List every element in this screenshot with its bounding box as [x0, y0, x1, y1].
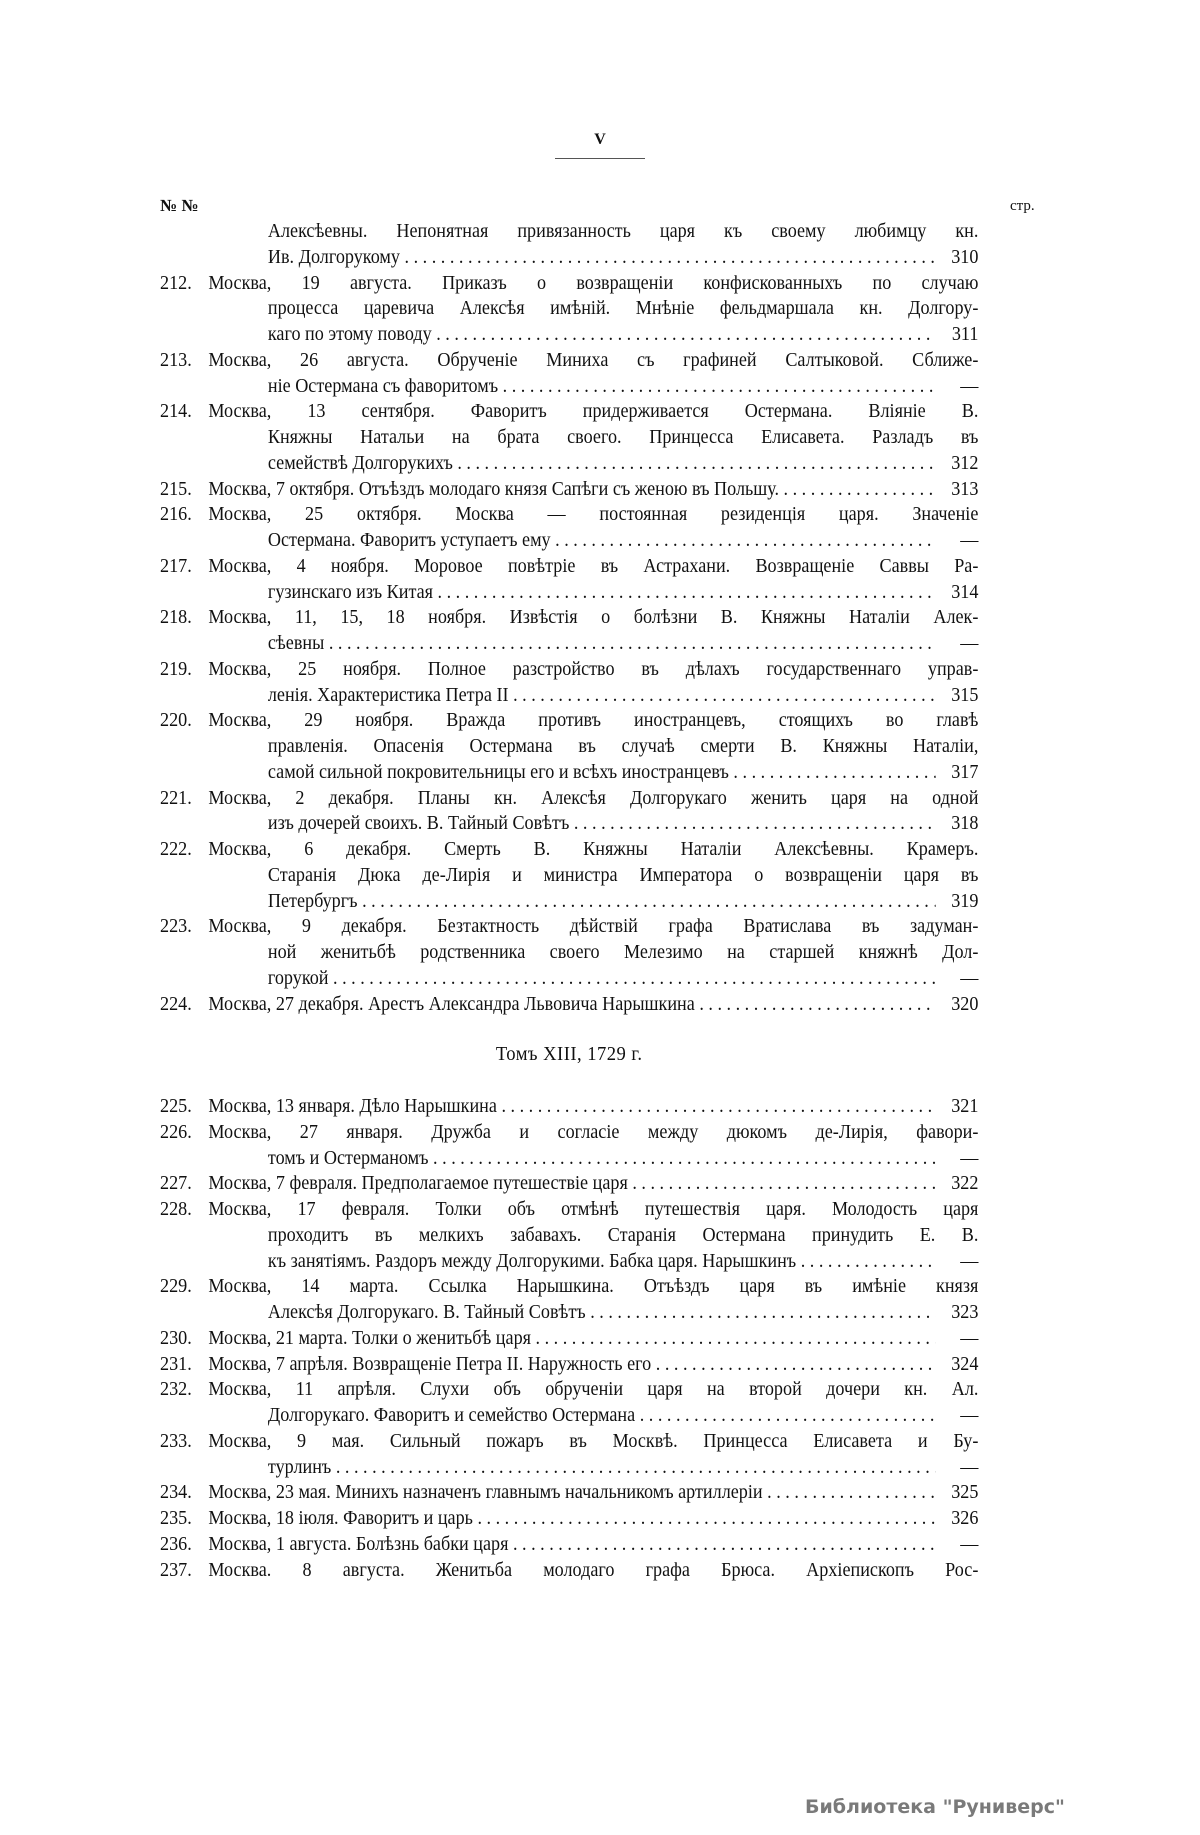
entry-number: 221.	[160, 787, 192, 809]
entry-number: 236.	[160, 1533, 192, 1555]
entry-number	[160, 1455, 208, 1481]
toc-entry-line	[160, 940, 978, 966]
toc-entry-line	[160, 580, 978, 606]
toc-entry	[160, 1506, 978, 1532]
indent	[208, 734, 268, 760]
page-number: —	[960, 633, 979, 654]
toc-entry	[160, 992, 978, 1018]
entry-number: 228.	[160, 1199, 192, 1220]
toc-entry-line	[160, 245, 978, 271]
entry-text: ной женитьбѣ родственника своего Мелезимо на старшей княжнѣ Дол-	[267, 942, 979, 963]
entry-number: 230.	[160, 1327, 192, 1349]
page-number: 326	[951, 1508, 979, 1529]
entry-text: Москва, 2 декабря. Планы кн. Алексѣя Долгорукаго женить царя на одной	[208, 787, 979, 809]
entry-number: 235.	[160, 1508, 192, 1529]
indent	[208, 1300, 268, 1326]
entry-number: 215.	[160, 478, 192, 500]
toc-entry	[160, 1429, 978, 1481]
entry-text: горукой . . .	[268, 966, 936, 992]
page-number: —	[960, 1327, 979, 1349]
entry-text: Москва, 7 апрѣля. Возвращеніе Петра II. Наружность его . . .	[208, 1352, 935, 1378]
toc-entry-line	[160, 399, 978, 425]
entry-number	[160, 219, 208, 245]
indent	[208, 940, 268, 966]
entry-number	[160, 374, 208, 400]
indent	[208, 374, 268, 400]
indent	[208, 863, 268, 889]
toc-entry-line	[160, 631, 978, 657]
entry-number	[160, 889, 208, 915]
column-page-label: стр.	[1010, 198, 1035, 214]
entry-number: 225.	[160, 1096, 192, 1117]
page-number: —	[960, 1147, 979, 1169]
entry-number: 219.	[160, 658, 192, 680]
entry-text: семействѣ Долгорукихъ . . .	[268, 451, 936, 477]
toc-entry	[160, 1197, 978, 1274]
entry-text: Москва, 19 августа. Приказъ о возвращеніи конфискованныхъ по случаю	[208, 272, 979, 294]
entry-number: 227.	[160, 1173, 192, 1195]
entry-text: правленія. Опасенія Остермана въ случаѣ смерти В. Княжны Наталіи,	[267, 736, 979, 757]
toc-entry-line	[160, 734, 978, 760]
entry-number	[160, 580, 208, 606]
page-number: —	[960, 1533, 979, 1555]
toc-entry-line	[160, 1377, 978, 1403]
indent	[208, 683, 268, 709]
toc-entry-line	[160, 477, 978, 503]
toc-entry-line	[160, 271, 978, 297]
toc-entry-line	[160, 683, 978, 709]
entry-text: Долгорукаго. Фаворитъ и семейство Остермана . . .	[268, 1403, 936, 1429]
toc-entry-line	[160, 914, 978, 940]
entry-number: 223.	[160, 916, 192, 938]
entry-text: къ занятіямъ. Раздоръ между Долгорукими. Бабка царя. Нарышкинъ . . .	[268, 1249, 936, 1275]
entry-text: Москва, 9 декабря. Безтактность дѣйствій графа Вратислава въ задуман-	[208, 916, 979, 938]
toc-entry-line	[160, 1300, 978, 1326]
toc-entry-line	[160, 296, 978, 322]
entry-number	[160, 734, 208, 760]
indent	[208, 1146, 268, 1172]
toc-entry	[160, 837, 978, 914]
entry-text: Москва, 25 ноября. Полное разстройство въ дѣлахъ государственнаго управ-	[208, 658, 979, 680]
toc-entry	[160, 1094, 978, 1120]
toc-entry-line	[160, 1429, 978, 1455]
page-number: 325	[951, 1482, 979, 1504]
page-number: 314	[951, 581, 979, 603]
entry-number: 224.	[160, 993, 192, 1015]
toc-entry-line	[160, 1326, 978, 1352]
entry-text: Москва, 27 декабря. Арестъ Александра Львовича Нарышкина . . .	[208, 992, 935, 1018]
toc-entry-line	[160, 219, 978, 245]
toc-entry-line	[160, 1197, 978, 1223]
entry-number	[160, 940, 208, 966]
entry-number: 214.	[160, 401, 192, 423]
entry-number: 229.	[160, 1276, 192, 1298]
indent	[208, 760, 268, 786]
entry-number: 232.	[160, 1379, 192, 1401]
entry-text: томъ и Остерманомъ . . .	[268, 1146, 936, 1172]
page-number: —	[960, 967, 979, 989]
entry-text: Москва, 14 марта. Ссылка Нарышкина. Отъѣздъ царя въ имѣніе князя	[208, 1276, 979, 1298]
toc-entry-line	[160, 657, 978, 683]
toc-entry-line	[160, 889, 978, 915]
toc-entry-line	[160, 1403, 978, 1429]
entry-number	[160, 296, 208, 322]
indent	[208, 528, 268, 554]
entry-text: ленія. Характеристика Петра II . . .	[268, 683, 936, 709]
volume-heading: Томъ XIII, 1729 г.	[495, 1043, 643, 1066]
page-number: 320	[951, 993, 979, 1015]
entry-number	[160, 863, 208, 889]
toc-entry	[160, 605, 978, 657]
entry-number: 218.	[160, 607, 192, 629]
toc-entry	[160, 1480, 978, 1506]
page-number: 311	[951, 324, 979, 345]
toc-entry-line	[160, 1171, 978, 1197]
toc-entry	[160, 399, 978, 476]
entry-number	[160, 1223, 208, 1249]
toc-entry-line	[160, 992, 978, 1018]
toc-entry-line	[160, 966, 978, 992]
entry-text: Старанія Дюка де-Лирія и министра Императора о возвращеніи царя въ	[267, 864, 979, 886]
entry-number	[160, 1403, 208, 1429]
column-number-label: № №	[160, 196, 199, 215]
entry-text: Москва, 18 іюля. Фаворитъ и царь . . .	[208, 1506, 935, 1532]
indent	[208, 580, 268, 606]
page-number: 323	[951, 1302, 979, 1323]
entry-number: 231.	[160, 1353, 192, 1375]
toc-entry	[160, 1377, 978, 1429]
toc-entry-line	[160, 1120, 978, 1146]
toc-entry	[160, 219, 978, 271]
page-number: 319	[951, 890, 979, 912]
entry-text: Княжны Натальи на брата своего. Принцесса Елисавета. Разладъ въ	[267, 427, 979, 448]
page-number: 324	[951, 1353, 979, 1375]
toc-entry	[160, 1532, 978, 1558]
entry-number	[160, 1300, 208, 1326]
entry-text: Москва, 13 января. Дѣло Нарышкина . . .	[208, 1094, 935, 1120]
page-number: 312	[951, 452, 979, 474]
entry-text: Москва, 7 февраля. Предполагаемое путешествіе царя . . .	[208, 1171, 935, 1197]
entry-text: Москва, 11 апрѣля. Слухи объ обрученіи царя на второй дочери кн. Ал.	[208, 1379, 979, 1401]
page-number: —	[960, 1250, 979, 1272]
indent	[208, 322, 268, 348]
entry-number: 212.	[160, 272, 192, 294]
entry-number	[160, 245, 208, 271]
toc-entry-line	[160, 1094, 978, 1120]
indent	[208, 245, 268, 271]
entry-text: ніе Остермана съ фаворитомъ . . .	[268, 374, 936, 400]
toc-entry-line	[160, 605, 978, 631]
entry-number	[160, 451, 208, 477]
toc-entry-line	[160, 322, 978, 348]
toc-entry-line	[160, 708, 978, 734]
entry-text: самой сильной покровительницы его и всѣхъ иностранцевъ . . .	[268, 760, 936, 786]
toc-entry	[160, 1171, 978, 1197]
page-folio: V	[594, 131, 606, 148]
indent	[208, 631, 268, 657]
entry-text: Москва, 13 сентября. Фаворитъ придерживается Остермана. Вліяніе В.	[208, 401, 979, 423]
entry-number	[160, 425, 208, 451]
toc-entry	[160, 708, 978, 785]
toc-entry-line	[160, 425, 978, 451]
entry-text: Москва, 11, 15, 18 ноября. Извѣстія о болѣзни В. Княжны Наталіи Алек-	[208, 607, 979, 629]
indent	[208, 1403, 268, 1429]
entry-text: Москва, 23 мая. Минихъ назначенъ главнымъ начальникомъ артиллеріи . . .	[208, 1480, 935, 1506]
entry-number	[160, 966, 208, 992]
toc-entry	[160, 348, 978, 400]
page-number: 315	[951, 684, 979, 706]
toc-entry-line	[160, 1455, 978, 1481]
entry-number: 220.	[160, 710, 192, 732]
entry-text: Москва, 27 января. Дружба и согласіе между дюкомъ де-Лирія, фавори-	[208, 1121, 979, 1143]
page-number: 310	[951, 246, 979, 268]
toc-entry-line	[160, 1146, 978, 1172]
entry-text: Москва, 7 октября. Отъѣздъ молодаго князя Сапѣги съ женою въ Польшу. . . .	[208, 477, 935, 503]
page-number: —	[960, 1405, 979, 1426]
library-watermark: Библиотека "Руниверс"	[805, 1796, 1065, 1818]
toc-entry	[160, 1352, 978, 1378]
indent	[208, 966, 268, 992]
toc-entry-line	[160, 502, 978, 528]
entry-number	[160, 1146, 208, 1172]
entry-text: Москва, 6 декабря. Смерть В. Княжны Наталіи Алексѣевны. Крамеръ.	[208, 839, 979, 860]
toc-entry	[160, 1558, 978, 1584]
entry-text: Москва, 1 августа. Болѣзнь бабки царя . . .	[208, 1532, 935, 1558]
indent	[208, 889, 268, 915]
indent	[208, 1223, 268, 1249]
toc-entry-line	[160, 348, 978, 374]
entry-text: сѣевны . . .	[268, 631, 936, 657]
page-number: —	[960, 1456, 979, 1478]
toc-entry-line	[160, 811, 978, 837]
page-number: 321	[951, 1096, 979, 1117]
entry-text: Москва, 29 ноября. Вражда противъ иностранцевъ, стоящихъ во главѣ	[208, 710, 979, 732]
entry-text: гузинскаго изъ Китая . . .	[268, 580, 936, 606]
toc-entry-line	[160, 374, 978, 400]
entry-text: изъ дочерей своихъ. В. Тайный Совѣтъ . . .	[268, 811, 936, 837]
toc-entry-line	[160, 451, 978, 477]
indent	[208, 451, 268, 477]
toc-entry	[160, 786, 978, 838]
toc-entry	[160, 502, 978, 554]
entry-text: Москва, 17 февраля. Толки объ отмѣнѣ путешествія царя. Молодость царя	[208, 1199, 979, 1220]
toc-entry-line	[160, 1249, 978, 1275]
page-number: 313	[951, 478, 979, 500]
toc-entry-line	[160, 1506, 978, 1532]
entry-text: Москва, 25 октября. Москва — постоянная резиденція царя. Значеніе	[208, 504, 979, 526]
entry-text: Ив. Долгорукому . . .	[268, 245, 936, 271]
entry-number	[160, 811, 208, 837]
toc-entry	[160, 914, 978, 991]
entry-text: процесса царевича Алексѣя имѣній. Мнѣніе фельдмаршала кн. Долгору-	[267, 298, 979, 320]
entry-number: 234.	[160, 1482, 192, 1504]
entry-number: 217.	[160, 555, 192, 577]
entry-text: Москва. 8 августа. Женитьба молодаго графа Брюса. Архіепископъ Рос-	[208, 1559, 979, 1581]
toc-entry	[160, 1120, 978, 1172]
page-number: 318	[951, 813, 979, 835]
toc-entry-line	[160, 1532, 978, 1558]
entry-text: Петербургъ . . .	[268, 889, 936, 915]
entry-text: проходитъ въ мелкихъ забавахъ. Старанія Остермана принудить Е. В.	[267, 1224, 979, 1246]
entry-text: турлинъ . . .	[268, 1455, 936, 1481]
toc-entry-line	[160, 786, 978, 812]
entry-text: Москва, 26 августа. Обрученіе Миниха съ графиней Салтыковой. Сближе-	[208, 349, 979, 371]
table-of-contents	[160, 219, 978, 1583]
folio-rule	[555, 158, 645, 159]
page-number: 317	[951, 761, 979, 783]
entry-text: Алексѣевны. Непонятная привязанность царя къ своему любимцу кн.	[267, 221, 979, 242]
indent	[208, 811, 268, 837]
entry-number: 237.	[160, 1559, 192, 1581]
indent	[208, 1455, 268, 1481]
toc-entry-line	[160, 528, 978, 554]
toc-entry	[160, 1326, 978, 1352]
toc-entry-line	[160, 837, 978, 863]
indent	[208, 425, 268, 451]
page-number: 322	[951, 1173, 979, 1195]
entry-text: Москва, 4 ноября. Моровое повѣтріе въ Астрахани. Возвращеніе Саввы Ра-	[208, 555, 979, 577]
toc-entry-line	[160, 1223, 978, 1249]
entry-number	[160, 1249, 208, 1275]
toc-entry	[160, 554, 978, 606]
toc-entry-line	[160, 554, 978, 580]
entry-number: 226.	[160, 1121, 192, 1143]
entry-text: Алексѣя Долгорукаго. В. Тайный Совѣтъ . . .	[268, 1300, 936, 1326]
page-number: —	[960, 375, 979, 397]
entry-text: Остермана. Фаворитъ уступаетъ ему . . .	[268, 528, 936, 554]
toc-entry-line	[160, 1558, 978, 1584]
indent	[208, 296, 268, 322]
toc-entry-line	[160, 1480, 978, 1506]
entry-number	[160, 760, 208, 786]
entry-number: 213.	[160, 349, 192, 371]
entry-number: 222.	[160, 839, 192, 860]
toc-entry	[160, 271, 978, 348]
toc-entry-line	[160, 1352, 978, 1378]
toc-entry-line	[160, 1274, 978, 1300]
toc-entry-line	[160, 863, 978, 889]
entry-number	[160, 683, 208, 709]
entry-number	[160, 528, 208, 554]
toc-entry	[160, 1274, 978, 1326]
entry-number: 216.	[160, 504, 192, 526]
entry-number	[160, 322, 208, 348]
entry-text: Москва, 21 марта. Толки о женитьбѣ царя . . .	[208, 1326, 935, 1352]
entry-text: каго по этому поводу . . .	[268, 322, 936, 348]
toc-entry-line	[160, 760, 978, 786]
entry-number	[160, 631, 208, 657]
page-number: —	[960, 530, 979, 551]
entry-number: 233.	[160, 1430, 192, 1452]
indent	[208, 1249, 268, 1275]
entry-text: Москва, 9 мая. Сильный пожаръ въ Москвѣ. Принцесса Елисавета и Бу-	[208, 1430, 979, 1452]
toc-entry	[160, 477, 978, 503]
toc-entry	[160, 657, 978, 709]
indent	[208, 219, 268, 245]
